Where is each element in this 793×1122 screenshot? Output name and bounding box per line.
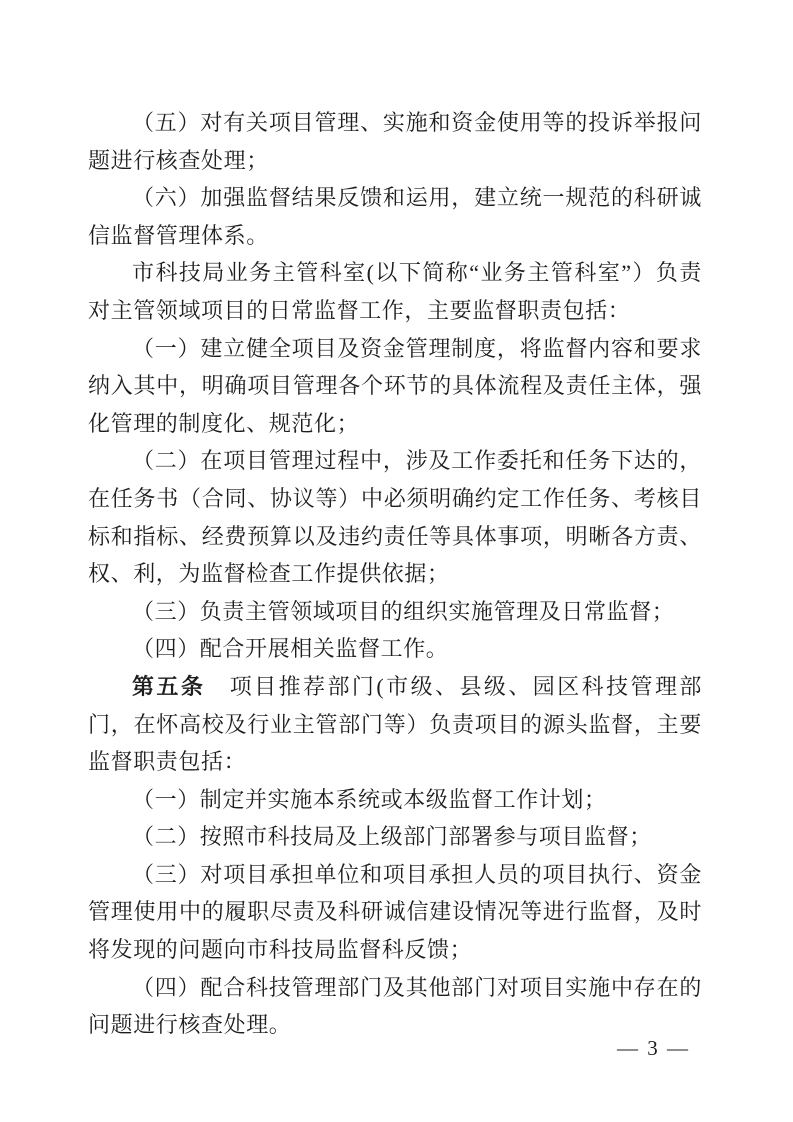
paragraph: （二）按照市科技局及上级部门部署参与项目监督； <box>132 824 652 850</box>
paragraph: （六）加强监督结果反馈和运用，建立统一规范的科研诚信监督管理体系。 <box>88 185 702 248</box>
paragraph: （三）负责主管领域项目的组织实施管理及日常监督； <box>132 598 675 624</box>
paragraph: 市科技局业务主管科室(以下简称“业务主管科室”）负责对主管领域项目的日常监督工作，主要监督职责包括： <box>88 260 702 323</box>
paragraph: 第五条 项目推荐部门(市级、县级、园区科技管理部门，在怀高校及行业主管部门等）负责项目的源头监督，主要监督职责包括： <box>88 673 702 775</box>
page-number: — 3 — <box>617 1036 690 1060</box>
article-number: 第五条 <box>132 673 206 699</box>
paragraph: （四）配合开展相关监督工作。 <box>132 636 449 662</box>
paragraph: （一）制定并实施本系统或本级监督工作计划； <box>132 786 607 812</box>
document-body <box>88 104 702 1044</box>
paragraph: （二）在项目管理过程中，涉及工作委托和任务下达的，在任务书（合同、协议等）中必须明确约定工作任务、考核目标和指标、经费预算以及违约责任等具体事项，明晰各方责、权、利，为监督检查工作提供依据； <box>88 448 702 587</box>
paragraph: （一）建立健全项目及资金管理制度，将监督内容和要求纳入其中，明确项目管理各个环节的具体流程及责任主体，强化管理的制度化、规范化； <box>88 335 702 436</box>
paragraph: （四）配合科技管理部门及其他部门对项目实施中存在的问题进行核查处理。 <box>88 974 702 1038</box>
paragraph: （五）对有关项目管理、实施和资金使用等的投诉举报问题进行核查处理； <box>88 110 702 173</box>
paragraph: （三）对项目承担单位和项目承担人员的项目执行、资金管理使用中的履职尽责及科研诚信建设情况等进行监督，及时将发现的问题向市科技局监督科反馈； <box>88 861 702 963</box>
